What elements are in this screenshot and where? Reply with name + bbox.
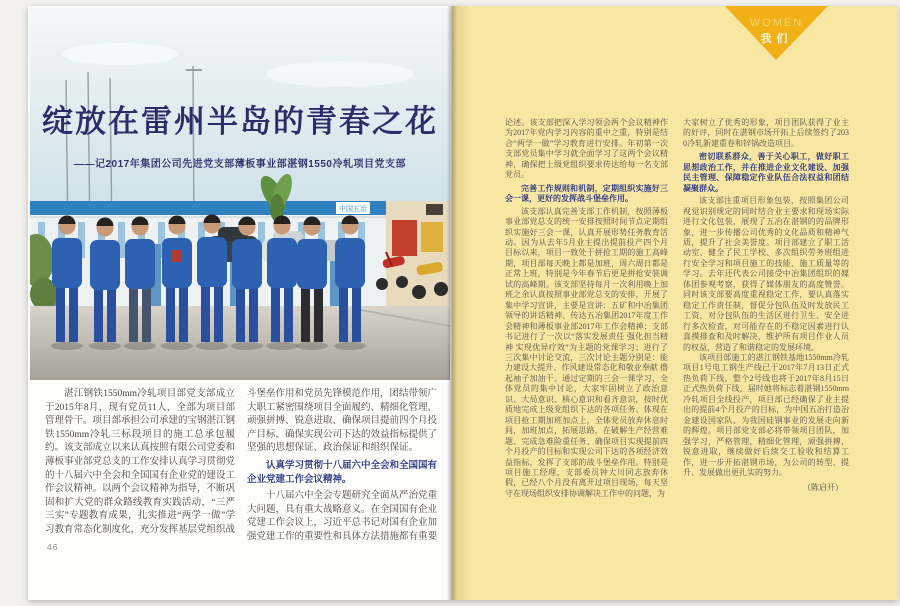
factory-blue-band xyxy=(30,201,386,215)
left-column-1 xyxy=(45,388,235,538)
article-subtitle: ——记2017年集团公司先进党支部薄板事业部湛钢1550冷轧项目党支部 xyxy=(74,159,406,170)
right-page xyxy=(452,6,898,600)
photo-scene xyxy=(30,8,450,380)
page-number: 46 xyxy=(47,542,59,552)
right-column-2 xyxy=(683,118,849,494)
author-byline: （陈启开） xyxy=(803,483,843,493)
yellow-poster xyxy=(421,222,443,252)
left-column-2 xyxy=(247,388,437,545)
body-paragraph: 该项目部施工的湛江钢铁基地1550mm冷轧项目1号电工钢生产线已于2017年7月13日正式热负荷下线，整个2号线也将于2017年8月15日正式热负荷下线，届时她将标志着湛钢1550mm冷轧项目全线投产，项目部已经确保了业主提出的提前4个月投产的目标，为中国五冶打造冶金建设国家队、为我国硅钢事业的发展走向新的辉煌。项目部党支部必将带领项目团队，加强学习，严格管理，精细化管理，顽强拼搏，锐意进取，继续做好后续交工验收和结算工作，进一步开拓湛钢市场，为公司的转型、提升、发展做出更扎实的努力。 xyxy=(683,352,849,477)
article-title: 绽放在雷州半岛的青春之花 xyxy=(42,104,438,139)
left-page xyxy=(28,6,452,600)
left-page-columns xyxy=(45,388,437,540)
page-spine-shadow xyxy=(447,6,457,600)
body-paragraph: 大家树立了优秀的形象，项目团队获得了业主的好评，同时在湛钢市场开拓上后续签约了2030冷轧新建重卷和锌锅改造项目。 xyxy=(683,118,849,148)
section-tab-chinese: 我们 xyxy=(760,33,793,45)
section-heading: 完善工作规则和机制，定期组织实施好三会一课，更好的发挥战斗堡垒作用。 xyxy=(505,183,668,204)
title-block xyxy=(30,96,450,170)
building-sign-text: 中国五冶 xyxy=(339,206,367,213)
section-heading: 密切联系群众，善于关心职工，做好职工思想政治工作，并在推进企业文化建设、加强民主管理、保障稳定作业队伍合法权益和团结凝聚群众。 xyxy=(683,152,849,193)
right-column-1 xyxy=(505,118,668,499)
red-poster xyxy=(392,220,417,256)
body-paragraph: 该支部注重项目形象包装，按照集团公司视觉识别规定的同时结合业主要求和现场实际进行文化包装，展现了五冶在湛钢的的品牌形象，进一步传播公司优秀的文化品质和精神气质，提升了社会美誉度。项目部建立了职工活动室、健全了民工学校、多次组织劳务班组进行安全学习和项目施工的技能、施工质量等的学习。去年还代表公司接受中冶集团组织的媒体团参观考察，获得了媒体朋友的高度赞誉。同时该支部要高度重视稳定工作，要认真落实稳定工作责任制，督促分包队伍及时发放民工工资，对分包队伍的生活区进行卫生、安全进行多次检查，对可能存在的不稳定因素进行认真摸排查和及时解决，维护所有项目作业人员的权益，营造了和谐稳定的发展环境。 xyxy=(683,196,849,352)
cloud xyxy=(266,61,414,87)
body-paragraph: 该支部认真完善支部工作机制，按照薄板事业部党总支的统一安排按照时间节点定期组织实施好三会一课，认真开展形势任务教育活动。因为从去年5月业主提出提前投产四个月目标以来，项目一致处于拼抢工期的施工高峰期，项目部每天晚上都是加班，周六周日都是正常上班，特别是今年春节后更是拼抢安装调试的高峰期。该支部坚持每月一次利用晚上加班之余认真按照事业部党总支的安排，开展了集中学习宣讲，主要是宣讲：五矿和中冶集团领导的讲话精神、传达五冶集团2017年度工作会精神和薄板事业部2017年工作会精神；支部书记进行了一次以“落实发展责任 强化担当精神 实现优异疗效”为主题的党课学习；进行了三次集中讨论交流，三次讨论主题分别是：能力建设大提升、作风建设常态化和敬业奉献 撸起袖子加油干。通过定期的三会一课学习、全体党员的集中讨论，大家牢固树立了政治意识、大局意识、核心意识和看齐意识，按时优质地完成上级党组织下达的各项任务。体现在项目抢工期加班加点上，全体党员放弃休息时间，加班加点，拓展思路，在破解生产经营难题、完成急难险重任务、确保项目实现提前四个月投产的目标和实现公司下达的各项经济效益指标，发挥了支部的战斗堡垒作用。特别是项目施工经理、支部委员钟大川同志放弃休假，已经八个月没有离开过项目现场，每天坚守在现场组织安排协调解决工作中的问题，为 xyxy=(505,206,668,498)
body-paragraph: 十八届六中全会专题研究全面从严治党重大问题，具有重大战略意义。在全国国有企业党建工作会议上，习近平总书记对国有企业加强党建工作的重要性和具体方法措施都有重要 xyxy=(247,491,438,542)
section-tab-english: WOMEN xyxy=(749,17,804,29)
body-paragraph: 论述。该支部把深入学习领会两个会议精神作为2017年党内学习内容的重中之重，特别是结合“两学一做”学习教育进行安排。年初第一次支部党员集中学习就全面学习了这两个会议精神，确保把上级党组织要求传达给每一名支部党员。 xyxy=(505,118,668,180)
section-heading: 认真学习贯彻十八届六中全会和全国国有企业党建工作会议精神。 xyxy=(247,460,438,485)
cloud xyxy=(62,43,178,65)
group-photo xyxy=(30,8,450,380)
body-paragraph: 斗堡垒作用和党员先锋模范作用，团结带领广大职工紧密围绕项目全面履约、精细化管理、顽强拼搏、锐意进取、确保项目提前四个月投产目标，确保实现公司下达的效益指标提供了坚强的思想保证、政治保证和组织保证。 xyxy=(247,389,438,454)
barred-window xyxy=(426,204,443,215)
body-paragraph: 湛江钢铁1550mm冷轧项目部党支部成立于2015年8月，现有党员11人，全部为项目部管理骨干。项目部承担公司承建的宝钢湛江钢铁1550mm冷轧三标段项目的施工总承包履约。该支部成立以来认真按照有限公司党委和薄板事业部党总支的工作安排认真学习贯彻党的十八届六中全会和全国国有企业党的建设工作会议精神。以两个会议精神为指导，不断巩固和扩大党的群众路线教育实践活动，“三严三实”专题教育成果，扎实推进“两学一做”学习教育常态化制度化，充分发挥基层党组织战 xyxy=(45,389,236,535)
